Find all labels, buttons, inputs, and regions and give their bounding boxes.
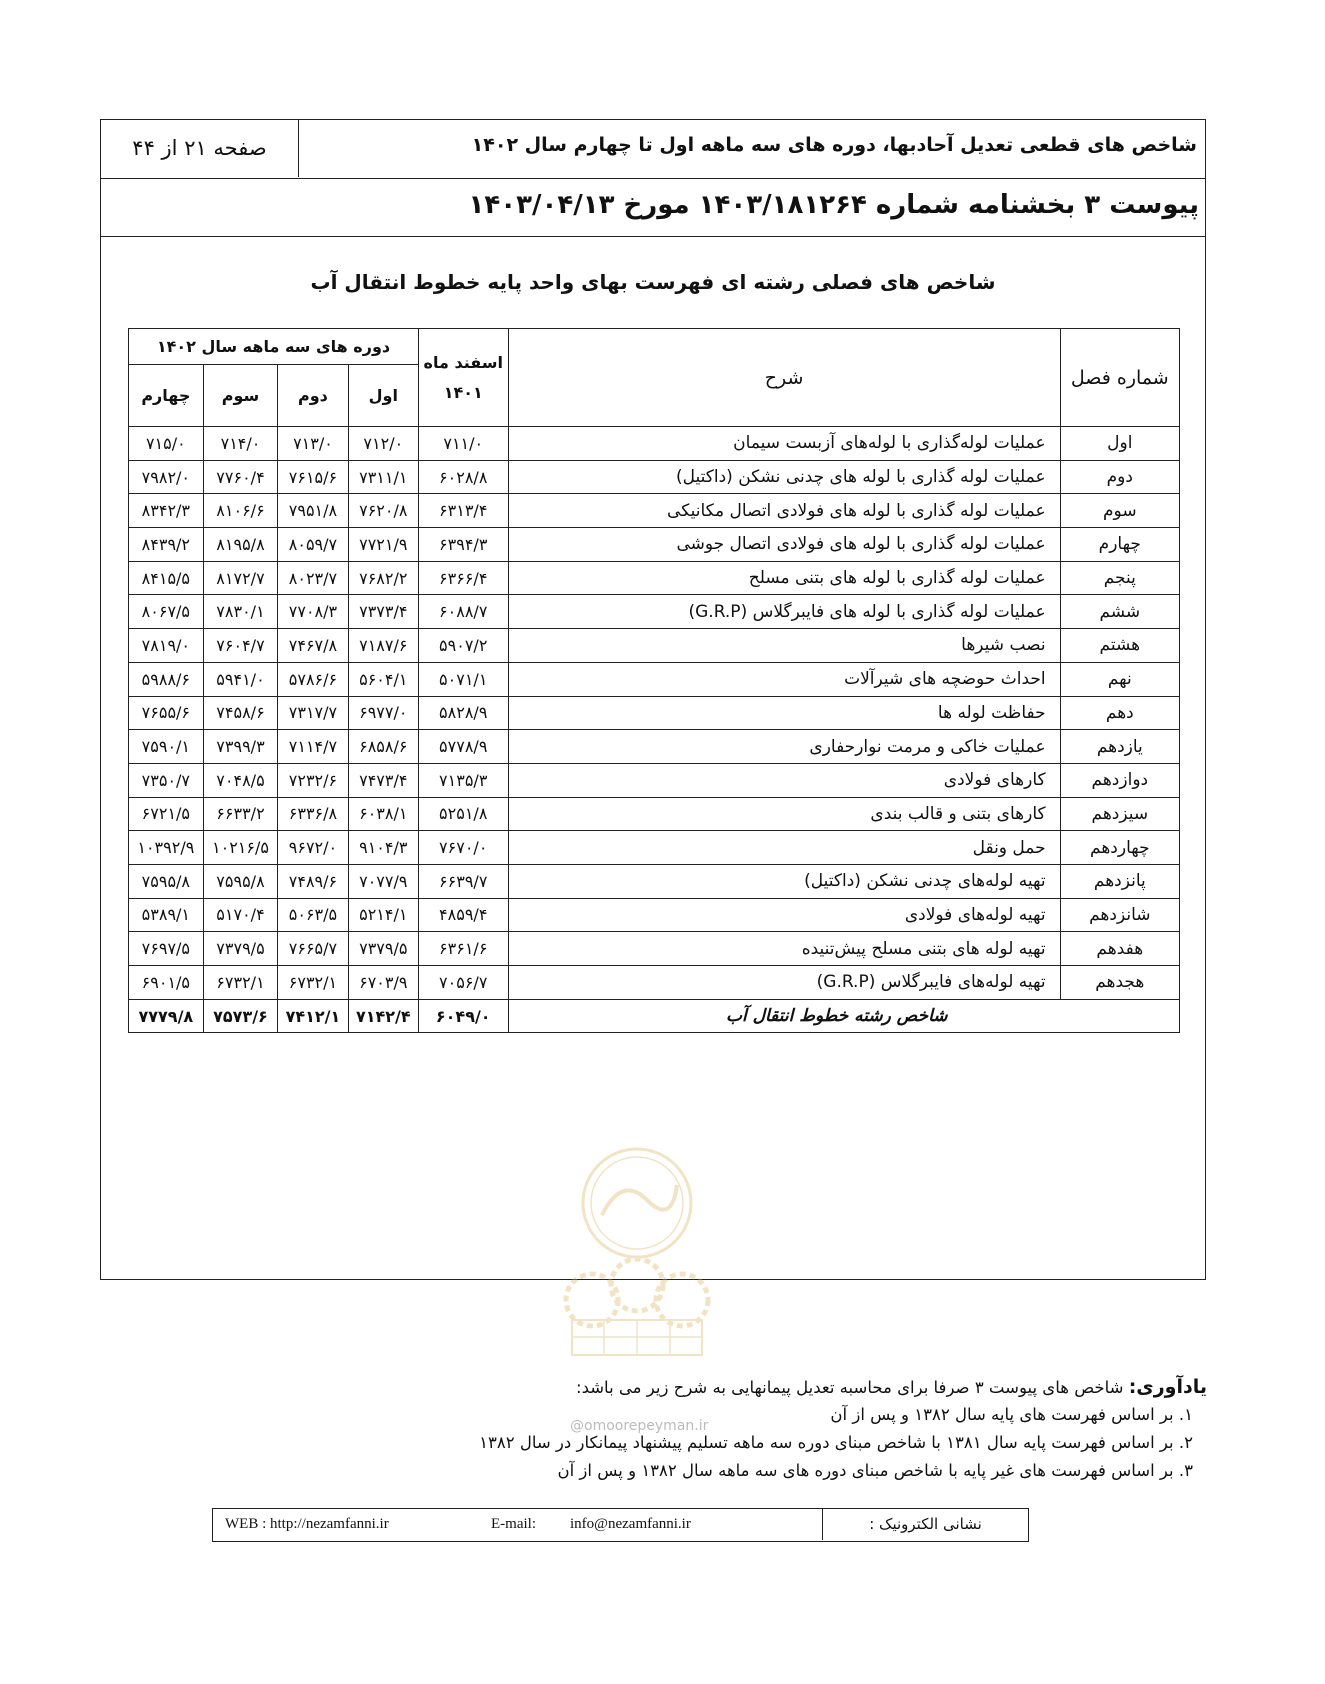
page-number: صفحه ۲۱ از ۴۴ [101, 120, 299, 177]
cell-description: احداث حوضچه های شیرآلات [508, 662, 1060, 696]
cell-q2: ۸۰۲۳/۷ [278, 561, 348, 595]
cell-q2: ۷۱۳/۰ [278, 427, 348, 461]
cell-q3: ۶۶۳۳/۲ [203, 797, 278, 831]
cell-description: نصب شیرها [508, 629, 1060, 663]
total-q2: ۷۴۱۲/۱ [278, 999, 348, 1033]
cell-q4: ۷۸۱۹/۰ [129, 629, 204, 663]
table-row [129, 864, 1180, 898]
cell-q2: ۶۳۳۶/۸ [278, 797, 348, 831]
document-frame [100, 119, 1206, 1280]
cell-chapter: چهاردهم [1060, 831, 1179, 865]
cell-q4: ۵۳۸۹/۱ [129, 898, 204, 932]
total-q4: ۷۷۷۹/۸ [129, 999, 204, 1033]
cell-q2: ۷۴۶۷/۸ [278, 629, 348, 663]
cell-q4: ۸۴۱۵/۵ [129, 561, 204, 595]
cell-esfand: ۷۱۱/۰ [418, 427, 508, 461]
header-periods: دوره های سه ماهه سال ۱۴۰۲ [129, 329, 419, 365]
cell-q2: ۶۷۳۲/۱ [278, 966, 348, 1000]
total-description: شاخص رشته خطوط انتقال آب [508, 999, 1180, 1033]
cell-esfand: ۴۸۵۹/۴ [418, 898, 508, 932]
footer-email[interactable]: info@nezamfanni.ir [570, 1516, 691, 1532]
footer-email-label: E-mail: [491, 1516, 536, 1532]
cell-q3: ۶۷۳۲/۱ [203, 966, 278, 1000]
cell-q4: ۷۵۹۵/۸ [129, 864, 204, 898]
section-title: شاخص های فصلی رشته ای فهرست بهای واحد پایه خطوط انتقال آب [310, 270, 996, 294]
table-row [129, 797, 1180, 831]
cell-q3: ۸۱۷۲/۷ [203, 561, 278, 595]
cell-q2: ۷۳۱۷/۷ [278, 696, 348, 730]
cell-q1: ۷۳۱۱/۱ [348, 460, 418, 494]
watermark-url: @omoorepeyman.ir [570, 1418, 709, 1434]
cell-chapter: دوم [1060, 460, 1179, 494]
table-row [129, 898, 1180, 932]
cell-esfand: ۷۶۷۰/۰ [418, 831, 508, 865]
cell-description: عملیات لوله گذاری با لوله های چدنی نشکن (داکتیل) [508, 460, 1060, 494]
cell-esfand: ۵۸۲۸/۹ [418, 696, 508, 730]
reminder-block [207, 1373, 1207, 1485]
cell-description: کارهای فولادی [508, 763, 1060, 797]
cell-q4: ۶۷۲۱/۵ [129, 797, 204, 831]
table-total-row [129, 999, 1180, 1033]
cell-esfand: ۶۳۶۱/۶ [418, 932, 508, 966]
cell-q1: ۷۱۲/۰ [348, 427, 418, 461]
cell-chapter: پنجم [1060, 561, 1179, 595]
cell-q2: ۷۴۸۹/۶ [278, 864, 348, 898]
table-row [129, 595, 1180, 629]
reminder-item: ۲. بر اساس فهرست پایه سال ۱۳۸۱ با شاخص مبنای دوره سه ماهه تسلیم پیشنهاد پیمانکار در سال ۱۳۸۲ [479, 1433, 1193, 1452]
cell-q1: ۵۲۱۴/۱ [348, 898, 418, 932]
cell-q4: ۵۹۸۸/۶ [129, 662, 204, 696]
annex-row [101, 179, 1205, 237]
cell-esfand: ۵۰۷۱/۱ [418, 662, 508, 696]
cell-chapter: سوم [1060, 494, 1179, 528]
reminder-item: ۳. بر اساس فهرست های غیر پایه با شاخص مبنای دوره های سه ماهه سال ۱۳۸۲ و پس از آن [557, 1461, 1193, 1480]
cell-description: عملیات لوله‌گذاری با لوله‌های آزبست سیمان [508, 427, 1060, 461]
cell-description: تهیه لوله‌های فایبرگلاس (G.R.P) [508, 966, 1060, 1000]
cell-q3: ۱۰۲۱۶/۵ [203, 831, 278, 865]
cell-esfand: ۷۰۵۶/۷ [418, 966, 508, 1000]
header-esfand-line2: ۱۴۰۱ [443, 382, 483, 402]
cell-q1: ۶۹۷۷/۰ [348, 696, 418, 730]
cell-q3: ۷۴۵۸/۶ [203, 696, 278, 730]
cell-q3: ۷۸۳۰/۱ [203, 595, 278, 629]
table-row [129, 662, 1180, 696]
cell-q4: ۷۳۵۰/۷ [129, 763, 204, 797]
cell-chapter: سیزدهم [1060, 797, 1179, 831]
cell-chapter: دهم [1060, 696, 1179, 730]
table-row [129, 966, 1180, 1000]
table-row [129, 427, 1180, 461]
cell-q3: ۵۹۴۱/۰ [203, 662, 278, 696]
cell-q4: ۷۶۵۵/۶ [129, 696, 204, 730]
table-row [129, 460, 1180, 494]
cell-q2: ۷۷۰۸/۳ [278, 595, 348, 629]
header-chapter: شماره فصل [1060, 329, 1179, 427]
cell-description: کارهای بتنی و قالب بندی [508, 797, 1060, 831]
cell-q3: ۷۳۹۹/۳ [203, 730, 278, 764]
cell-q3: ۷۵۹۵/۸ [203, 864, 278, 898]
cell-q1: ۶۰۳۸/۱ [348, 797, 418, 831]
cell-description: عملیات لوله گذاری با لوله های فولادی اتصال جوشی [508, 528, 1060, 562]
cell-q4: ۸۳۴۲/۳ [129, 494, 204, 528]
cell-description: تهیه لوله‌های فولادی [508, 898, 1060, 932]
table-row [129, 696, 1180, 730]
table-row [129, 730, 1180, 764]
cell-chapter: یازدهم [1060, 730, 1179, 764]
reminder-label: یادآوری: [1128, 1376, 1207, 1398]
cell-q2: ۷۶۶۵/۷ [278, 932, 348, 966]
header-q3: سوم [203, 365, 278, 427]
footer-label: نشانی الکترونیک : [822, 1509, 1028, 1540]
document-title: شاخص های قطعی تعدیل آحادبها، دوره های سه ماهه اول تا چهارم سال ۱۴۰۲ [471, 134, 1197, 156]
cell-q3: ۷۱۴/۰ [203, 427, 278, 461]
cell-q1: ۷۳۷۹/۵ [348, 932, 418, 966]
cell-esfand: ۶۶۳۹/۷ [418, 864, 508, 898]
cell-q1: ۷۶۲۰/۸ [348, 494, 418, 528]
cell-esfand: ۶۳۱۳/۴ [418, 494, 508, 528]
cell-description: حمل ونقل [508, 831, 1060, 865]
header-q4: چهارم [129, 365, 204, 427]
table-row [129, 561, 1180, 595]
table-row [129, 831, 1180, 865]
watermark-logo [552, 1145, 722, 1360]
cell-q4: ۷۶۹۷/۵ [129, 932, 204, 966]
header-esfand [418, 329, 508, 427]
cell-chapter: پانزدهم [1060, 864, 1179, 898]
cell-q3: ۷۰۴۸/۵ [203, 763, 278, 797]
cell-q4: ۸۴۳۹/۲ [129, 528, 204, 562]
cell-esfand: ۵۲۵۱/۸ [418, 797, 508, 831]
cell-q3: ۷۷۶۰/۴ [203, 460, 278, 494]
cell-chapter: چهارم [1060, 528, 1179, 562]
footer-web[interactable]: WEB : http://nezamfanni.ir [225, 1516, 389, 1532]
cell-q1: ۷۳۷۳/۴ [348, 595, 418, 629]
table-body [129, 427, 1180, 1033]
table-row [129, 629, 1180, 663]
cell-q4: ۶۹۰۱/۵ [129, 966, 204, 1000]
reminder-intro-text: شاخص های پیوست ۳ صرفا برای محاسبه تعدیل پیمانهایی به شرح زیر می باشد: [576, 1378, 1129, 1397]
cell-chapter: هجدهم [1060, 966, 1179, 1000]
cell-q1: ۷۶۸۲/۲ [348, 561, 418, 595]
cell-description: عملیات خاکی و مرمت نوارحفاری [508, 730, 1060, 764]
cell-q3: ۷۳۷۹/۵ [203, 932, 278, 966]
cell-q2: ۷۲۳۲/۶ [278, 763, 348, 797]
header-q2: دوم [278, 365, 348, 427]
cell-chapter: هشتم [1060, 629, 1179, 663]
cell-chapter: شانزدهم [1060, 898, 1179, 932]
cell-chapter: هفدهم [1060, 932, 1179, 966]
cell-q4: ۷۵۹۰/۱ [129, 730, 204, 764]
index-table [128, 328, 1180, 1033]
cell-q3: ۵۱۷۰/۴ [203, 898, 278, 932]
cell-description: عملیات لوله گذاری با لوله های بتنی مسلح [508, 561, 1060, 595]
total-esfand: ۶۰۴۹/۰ [418, 999, 508, 1033]
cell-esfand: ۶۳۹۴/۳ [418, 528, 508, 562]
cell-description: تهیه لوله های بتنی مسلح پیش‌تنیده [508, 932, 1060, 966]
cell-q2: ۵۰۶۳/۵ [278, 898, 348, 932]
cell-q2: ۸۰۵۹/۷ [278, 528, 348, 562]
cell-q1: ۶۸۵۸/۶ [348, 730, 418, 764]
cell-q3: ۸۱۹۵/۸ [203, 528, 278, 562]
cell-q1: ۶۷۰۳/۹ [348, 966, 418, 1000]
cell-q2: ۹۶۷۲/۰ [278, 831, 348, 865]
cell-q1: ۷۰۷۷/۹ [348, 864, 418, 898]
cell-esfand: ۶۳۶۶/۴ [418, 561, 508, 595]
total-q3: ۷۵۷۳/۶ [203, 999, 278, 1033]
reminder-intro [207, 1373, 1207, 1401]
cell-q2: ۷۹۵۱/۸ [278, 494, 348, 528]
total-q1: ۷۱۴۲/۴ [348, 999, 418, 1033]
cell-q2: ۷۱۱۴/۷ [278, 730, 348, 764]
cell-q3: ۸۱۰۶/۶ [203, 494, 278, 528]
cell-q3: ۷۶۰۴/۷ [203, 629, 278, 663]
header-esfand-line1: اسفند ماه [423, 352, 503, 372]
cell-esfand: ۵۹۰۷/۲ [418, 629, 508, 663]
cell-esfand: ۷۱۳۵/۳ [418, 763, 508, 797]
cell-q1: ۹۱۰۴/۳ [348, 831, 418, 865]
cell-q1: ۷۴۷۳/۴ [348, 763, 418, 797]
cell-q4: ۷۱۵/۰ [129, 427, 204, 461]
table-row [129, 932, 1180, 966]
cell-description: تهیه لوله‌های چدنی نشکن (داکتیل) [508, 864, 1060, 898]
cell-chapter: نهم [1060, 662, 1179, 696]
cell-q2: ۵۷۸۶/۶ [278, 662, 348, 696]
cell-q2: ۷۶۱۵/۶ [278, 460, 348, 494]
cell-chapter: ششم [1060, 595, 1179, 629]
cell-q1: ۷۷۲۱/۹ [348, 528, 418, 562]
cell-q4: ۱۰۳۹۲/۹ [129, 831, 204, 865]
cell-description: عملیات لوله گذاری با لوله های فولادی اتصال مکانیکی [508, 494, 1060, 528]
table-row [129, 763, 1180, 797]
table-row [129, 494, 1180, 528]
reminder-item: ۱. بر اساس فهرست های پایه سال ۱۳۸۲ و پس از آن [830, 1405, 1193, 1424]
header-row [101, 120, 1205, 179]
cell-q1: ۵۶۰۴/۱ [348, 662, 418, 696]
cell-esfand: ۶۰۲۸/۸ [418, 460, 508, 494]
cell-q4: ۸۰۶۷/۵ [129, 595, 204, 629]
cell-chapter: اول [1060, 427, 1179, 461]
cell-esfand: ۵۷۷۸/۹ [418, 730, 508, 764]
cell-q4: ۷۹۸۲/۰ [129, 460, 204, 494]
cell-description: حفاظت لوله ها [508, 696, 1060, 730]
cell-description: عملیات لوله گذاری با لوله های فایبرگلاس (G.R.P) [508, 595, 1060, 629]
footer-box [212, 1508, 1029, 1542]
annex-title: پیوست ۳ بخشنامه شماره ۱۴۰۳/۱۸۱۲۶۴ مورخ ۱۴۰۳/۰۴/۱۳ [468, 190, 1199, 220]
cell-esfand: ۶۰۸۸/۷ [418, 595, 508, 629]
cell-q1: ۷۱۸۷/۶ [348, 629, 418, 663]
table-row [129, 528, 1180, 562]
cell-chapter: دوازدهم [1060, 763, 1179, 797]
header-q1: اول [348, 365, 418, 427]
header-description: شرح [508, 329, 1060, 427]
